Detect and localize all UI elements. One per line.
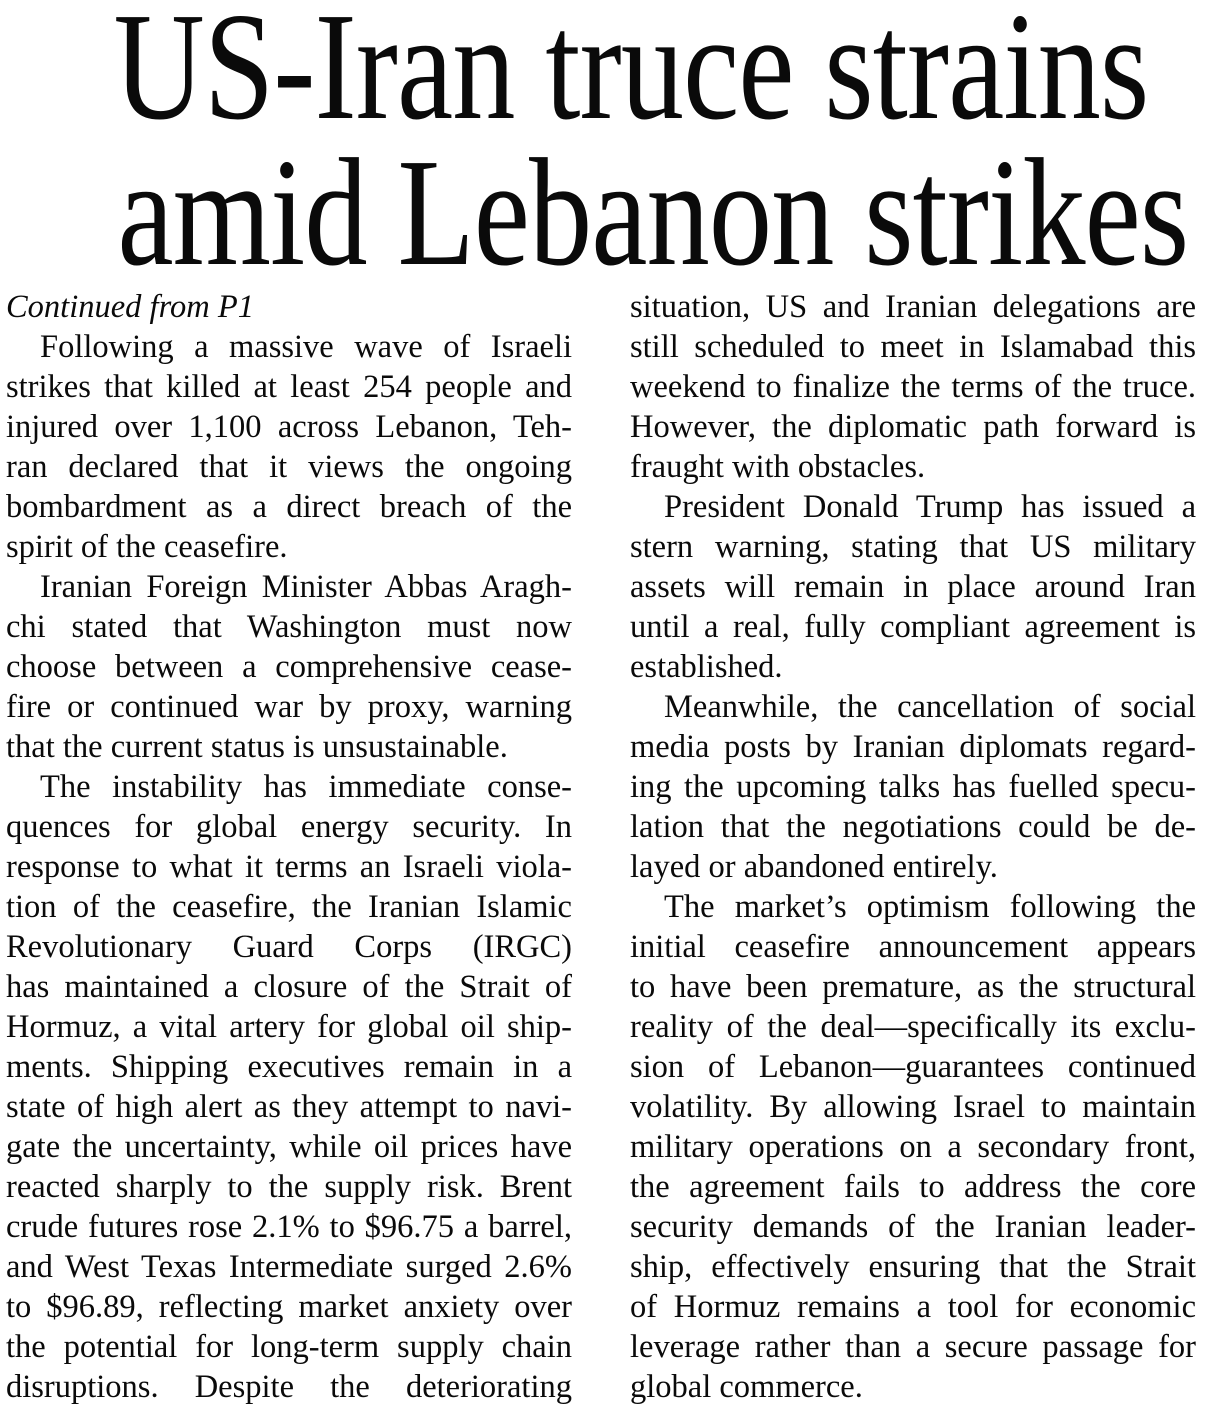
text-line: and West Texas Intermediate surged 2.6% <box>6 1249 572 1285</box>
text-line: ship, effectively ensuring that the Strait <box>630 1249 1196 1285</box>
text-line: choose between a comprehensive cease- <box>6 649 572 685</box>
article-paragraph <box>6 327 572 567</box>
text-line: established. <box>630 649 783 685</box>
text-line: tion of the ceasefire, the Iranian Islamic <box>6 889 572 925</box>
text-line: bombardment as a direct breach of the <box>6 489 572 525</box>
text-line: volatility. By allowing Israel to maintain <box>630 1089 1196 1125</box>
text-line: quences for global energy security. In <box>6 809 572 845</box>
text-line: the agreement fails to address the core <box>630 1169 1196 1205</box>
text-line: Hormuz, a vital artery for global oil ship- <box>6 1009 572 1045</box>
text-line: stern warning, stating that US military <box>630 529 1196 565</box>
text-line: to $96.89, reflecting market anxiety over <box>6 1289 572 1325</box>
text-line: of Hormuz remains a tool for economic <box>630 1289 1196 1325</box>
text-line: Meanwhile, the cancellation of social <box>664 689 1196 725</box>
text-line: ments. Shipping executives remain in a <box>6 1049 572 1085</box>
article-paragraph <box>630 287 1196 487</box>
text-line: leverage rather than a secure passage for <box>630 1329 1196 1365</box>
text-line: response to what it terms an Israeli viola- <box>6 849 572 885</box>
text-line: chi stated that Washington must now <box>6 609 572 645</box>
text-line: weekend to finalize the terms of the truce. <box>630 369 1196 405</box>
article-paragraph <box>6 767 572 1407</box>
text-line: President Donald Trump has issued a <box>664 489 1196 525</box>
article-columns <box>0 287 1206 1407</box>
column-right <box>630 287 1196 1407</box>
text-line: The market’s optimism following the <box>664 889 1196 925</box>
text-line: spirit of the ceasefire. <box>6 529 288 565</box>
text-line: strikes that killed at least 254 people and <box>6 369 572 405</box>
text-line: sion of Lebanon—guarantees continued <box>630 1049 1196 1085</box>
text-line: fire or continued war by proxy, warning <box>6 689 572 725</box>
text-line: Continued from P1 <box>6 289 254 325</box>
text-line: ran declared that it views the ongoing <box>6 449 572 485</box>
article-paragraph <box>6 567 572 767</box>
text-line: The instability has immediate conse- <box>40 769 572 805</box>
article-paragraph <box>630 687 1196 887</box>
text-line: Revolutionary Guard Corps (IRGC) <box>6 929 572 965</box>
text-line: that the current status is unsustainable. <box>6 729 508 765</box>
text-line: reality of the deal—specifically its exclu- <box>630 1009 1196 1045</box>
text-line: military operations on a secondary front, <box>630 1129 1196 1165</box>
text-line: However, the diplomatic path forward is <box>630 409 1196 445</box>
text-line: state of high alert as they attempt to navi- <box>6 1089 572 1125</box>
text-line: Iranian Foreign Minister Abbas Aragh- <box>40 569 572 605</box>
text-line: security demands of the Iranian leader- <box>630 1209 1196 1245</box>
text-line: situation, US and Iranian delegations are <box>630 289 1196 325</box>
text-line: fraught with obstacles. <box>630 449 926 485</box>
text-line: to have been premature, as the structural <box>630 969 1196 1005</box>
text-line: initial ceasefire announcement appears <box>630 929 1196 965</box>
text-line: crude futures rose 2.1% to $96.75 a barrel, <box>6 1209 572 1245</box>
article-paragraph <box>630 487 1196 687</box>
text-line: global commerce. <box>630 1369 863 1405</box>
text-line: reacted sharply to the supply risk. Brent <box>6 1169 572 1205</box>
text-line: has maintained a closure of the Strait of <box>6 969 572 1005</box>
headline-line-2: amid Lebanon strikes <box>117 128 1189 298</box>
text-line: the potential for long-term supply chain <box>6 1329 572 1365</box>
text-line: media posts by Iranian diplomats regard- <box>630 729 1196 765</box>
text-line: gate the uncertainty, while oil prices have <box>6 1129 572 1165</box>
article-paragraph <box>630 887 1196 1407</box>
column-left <box>6 287 572 1407</box>
text-line: layed or abandoned entirely. <box>630 849 998 885</box>
article-headline <box>0 0 1206 298</box>
text-line: assets will remain in place around Iran <box>630 569 1196 605</box>
text-line: ing the upcoming talks has fuelled specu- <box>630 769 1196 805</box>
text-line: still scheduled to meet in Islamabad this <box>630 329 1196 365</box>
text-line: Following a massive wave of Israeli <box>40 329 572 365</box>
text-line: lation that the negotiations could be de- <box>630 809 1196 845</box>
text-line: until a real, fully compliant agreement is <box>630 609 1196 645</box>
text-line: injured over 1,100 across Lebanon, Teh- <box>6 409 572 445</box>
text-line: disruptions. Despite the deteriorating <box>6 1369 572 1405</box>
headline-line-1: US-Iran truce strains <box>113 0 1149 152</box>
